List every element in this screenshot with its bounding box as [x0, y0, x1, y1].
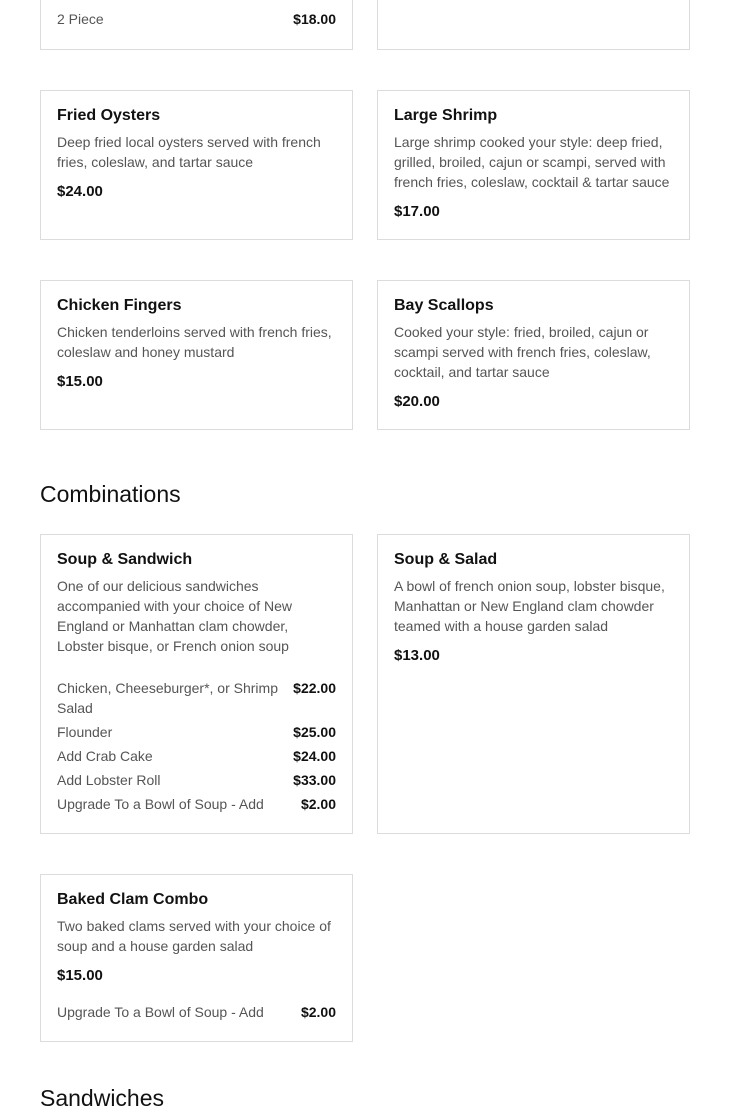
menu-item-title: Baked Clam Combo — [57, 891, 209, 908]
menu-item-price: $13.00 — [394, 647, 440, 664]
option-label: Chicken, Cheeseburger*, or Shrimp Salad — [57, 680, 278, 716]
option-label: Flounder — [57, 724, 113, 740]
menu-item-price: $15.00 — [57, 373, 103, 390]
option-label: Upgrade To a Bowl of Soup - Add — [57, 1004, 264, 1020]
option-label: Upgrade To a Bowl of Soup - Add — [57, 796, 264, 812]
option-row — [57, 678, 336, 718]
option-list — [57, 678, 336, 814]
option-row — [57, 9, 336, 29]
menu-item-title: Bay Scallops — [394, 297, 494, 314]
menu-item-description: Deep fried local oysters served with french fries, coleslaw, and tartar sauce — [57, 134, 321, 170]
menu-item-description: Two baked clams served with your choice of soup and a house garden salad — [57, 918, 331, 954]
menu-item-description: Chicken tenderloins served with french fries, coleslaw and honey mustard — [57, 324, 332, 360]
menu-item-description: Cooked your style: fried, broiled, cajun or scampi served with french fries, coleslaw, cocktail, and tartar sauce — [394, 324, 651, 380]
menu-item-title: Large Shrimp — [394, 107, 498, 124]
menu-item-card — [40, 280, 353, 430]
menu-item-card — [377, 534, 690, 834]
menu-item-price: $15.00 — [57, 967, 103, 984]
menu-item-title: Chicken Fingers — [57, 297, 182, 314]
option-price: $25.00 — [293, 724, 336, 740]
menu-item-price: $24.00 — [57, 183, 103, 200]
menu-item-card — [377, 280, 690, 430]
menu-item-card — [40, 90, 353, 240]
menu-item-card — [40, 874, 353, 1042]
menu-item-description: One of our delicious sandwiches accompanied with your choice of New England or Manhattan clam chowder, Lobster bisque, or French onion soup — [57, 578, 293, 654]
option-row — [57, 722, 336, 742]
option-price: $18.00 — [293, 11, 336, 27]
option-label: 2 Piece — [57, 11, 104, 27]
menu-item-price: $17.00 — [394, 203, 440, 220]
option-price: $2.00 — [300, 796, 336, 812]
menu-item-card-partial — [40, 0, 353, 50]
menu-item-description: A bowl of french onion soup, lobster bisque, Manhattan or New England clam chowder teamed with a house garden salad — [394, 578, 665, 634]
menu-item-title: Fried Oysters — [57, 107, 161, 124]
menu-item-card-partial — [377, 0, 690, 50]
menu-item-description: Large shrimp cooked your style: deep fried, grilled, broiled, cajun or scampi, served with french fries, coleslaw, cocktail & tartar sauce — [394, 134, 670, 190]
option-row — [57, 770, 336, 790]
menu-item-title: Soup & Salad — [394, 551, 498, 568]
option-row — [57, 1002, 336, 1022]
option-price: $33.00 — [293, 772, 336, 788]
section-heading-combinations: Combinations — [40, 481, 181, 507]
menu-item-title: Soup & Sandwich — [57, 551, 193, 568]
option-list — [57, 1002, 336, 1022]
option-label: Add Lobster Roll — [57, 772, 161, 788]
option-price: $2.00 — [300, 1004, 336, 1020]
section-heading-sandwiches: Sandwiches — [40, 1085, 165, 1111]
option-label: Add Crab Cake — [57, 748, 153, 764]
menu-item-price: $20.00 — [394, 393, 440, 410]
option-price: $24.00 — [293, 748, 336, 764]
menu-item-card — [40, 534, 353, 834]
option-row — [57, 746, 336, 766]
menu-item-card — [377, 90, 690, 240]
option-price: $22.00 — [293, 680, 336, 696]
option-row — [57, 794, 336, 814]
